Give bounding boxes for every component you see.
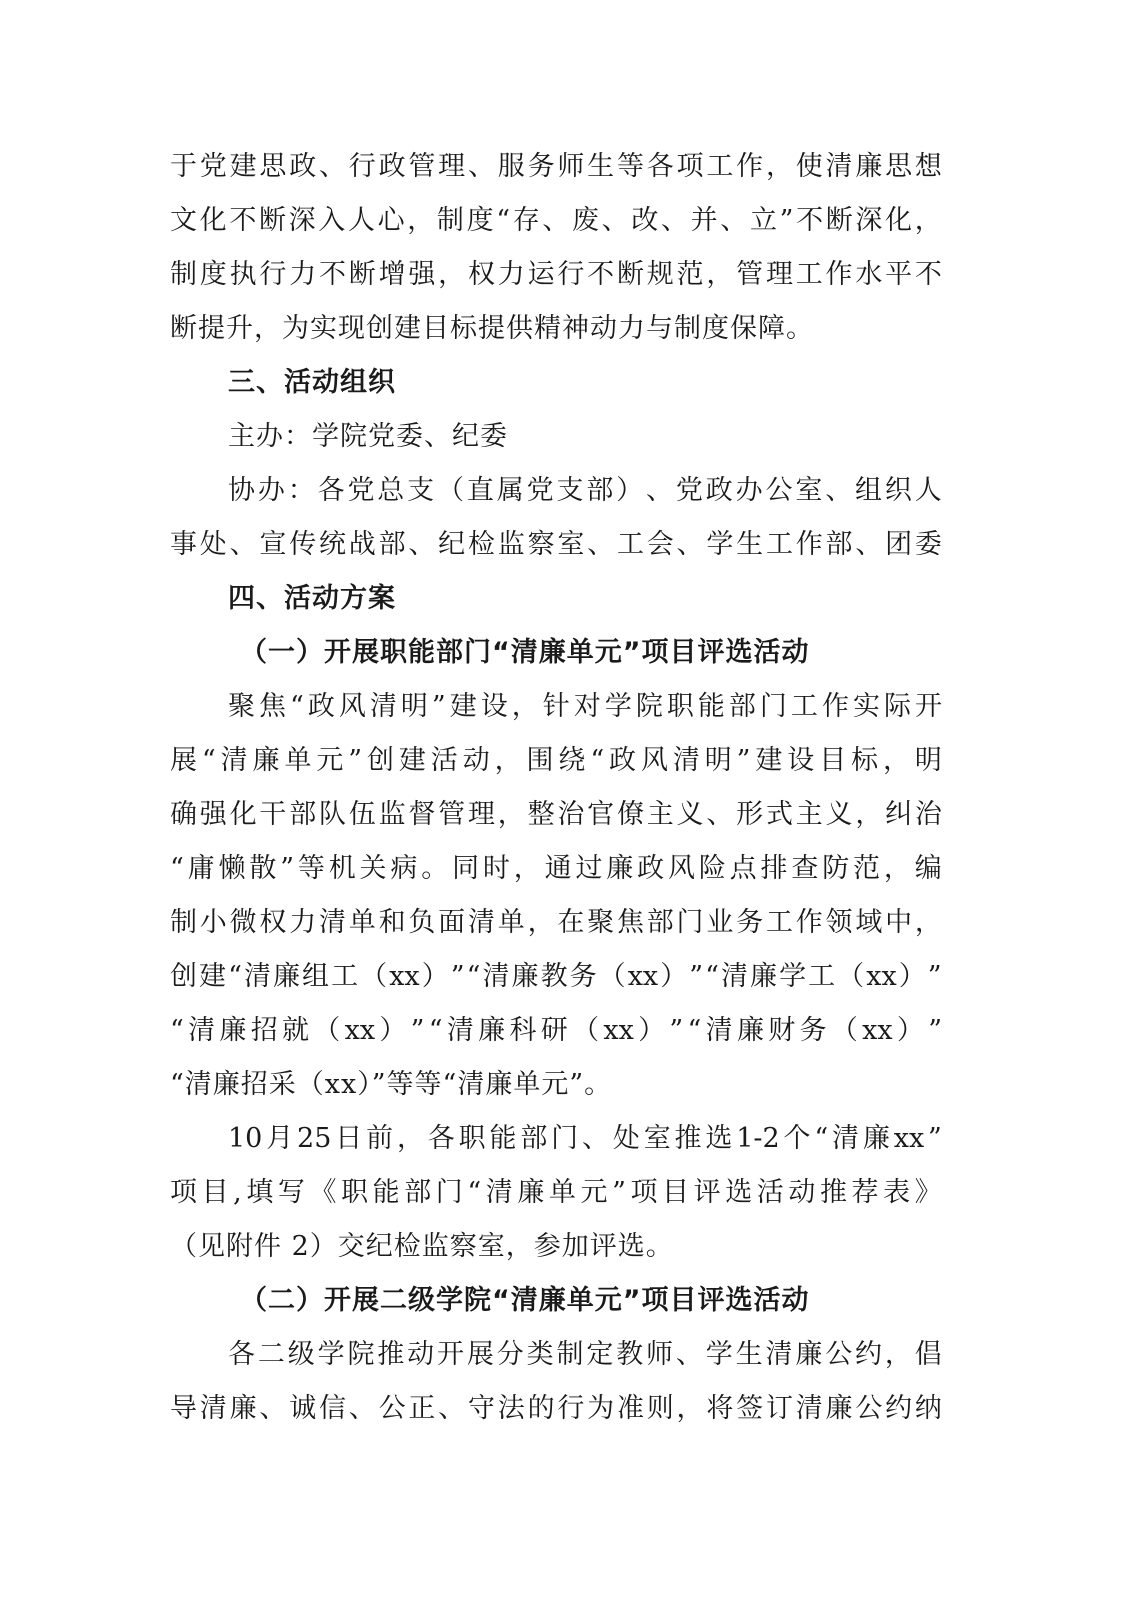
body-line: 于 党 建 思 政 、 行 政 管 理 、 服 务 师 生 等 各 项 工 作 ， 使 清 廉 思 想 bbox=[170, 151, 942, 182]
section-heading-activity-plan: 四、活动方案 bbox=[228, 583, 396, 614]
body-line: 断提升，为实现创建目标提供精神动力与制度保障。 bbox=[170, 313, 814, 344]
section-heading-activity-organization: 三、活动组织 bbox=[228, 367, 396, 398]
body-line: 创 建 “ 清 廉 组 工 （ xx ） ” “ 清 廉 教 务 （ xx ） ” “ 清 廉 学 工 （ xx ） ” bbox=[170, 961, 942, 992]
body-line-host: 主办：学院党委、纪委 bbox=[228, 421, 508, 452]
subsection-heading-1: （一）开展职能部门“清廉单元”项目评选活动 bbox=[240, 637, 810, 668]
body-line: 事 处 、 宣 传 统 战 部 、 纪 检 监 察 室 、 工 会 、 学 生 工 作 部 、 团 委 bbox=[170, 529, 942, 560]
body-line-deadline: 10 月 25 日 前 ， 各 职 能 部 门 、 处 室 推 选 1-2 个 “ 清 廉 xx ” bbox=[228, 1123, 942, 1154]
body-line: 制 小 微 权 力 清 单 和 负 面 清 单 ， 在 聚 焦 部 门 业 务 工 作 领 域 中 ， bbox=[170, 907, 942, 938]
body-line: “ 庸 懒 散 ” 等 机 关 病 。 同 时 ， 通 过 廉 政 风 险 点 排 查 防 范 ， 编 bbox=[170, 853, 942, 884]
body-line: 确 强 化 干 部 队 伍 监 督 管 理 ， 整 治 官 僚 主 义 、 形 式 主 义 ， 纠 治 bbox=[170, 799, 942, 830]
body-line: 文 化 不 断 深 入 人 心 ， 制 度 “ 存 、 废 、 改 、 并 、 立 ” 不 断 深 化 ， bbox=[170, 205, 942, 236]
body-line: 各 二 级 学 院 推 动 开 展 分 类 制 定 教 师 、 学 生 清 廉 公 约 ， 倡 bbox=[228, 1339, 942, 1370]
body-line: “清廉招采（xx）”等等“清廉单元”。 bbox=[170, 1069, 613, 1100]
body-line: （见附件 2）交纪检监察室，参加评选。 bbox=[170, 1231, 674, 1262]
body-line: 项 目 , 填 写 《 职 能 部 门 “ 清 廉 单 元 ” 项 目 评 选 活 动 推 荐 表 》 bbox=[170, 1177, 942, 1208]
body-line-cohost: 协 办 ： 各 党 总 支 （ 直 属 党 支 部 ） 、 党 政 办 公 室 、 组 织 人 bbox=[228, 475, 942, 506]
body-line: “ 清 廉 招 就 （ xx ） ” “ 清 廉 科 研 （ xx ） ” “ 清 廉 财 务 （ xx ） ” bbox=[170, 1015, 942, 1046]
body-line: 导 清 廉 、 诚 信 、 公 正 、 守 法 的 行 为 准 则 ， 将 签 订 清 廉 公 约 纳 bbox=[170, 1393, 942, 1424]
document-page bbox=[170, 140, 942, 1436]
body-line: 制 度 执 行 力 不 断 增 强 ， 权 力 运 行 不 断 规 范 ， 管 理 工 作 水 平 不 bbox=[170, 259, 942, 290]
body-line: 聚 焦 “ 政 风 清 明 ” 建 设 ， 针 对 学 院 职 能 部 门 工 作 实 际 开 bbox=[228, 691, 942, 722]
body-line: 展 “ 清 廉 单 元 ” 创 建 活 动 ， 围 绕 “ 政 风 清 明 ” 建 设 目 标 ， 明 bbox=[170, 745, 942, 776]
subsection-heading-2: （二）开展二级学院“清廉单元”项目评选活动 bbox=[240, 1285, 810, 1316]
